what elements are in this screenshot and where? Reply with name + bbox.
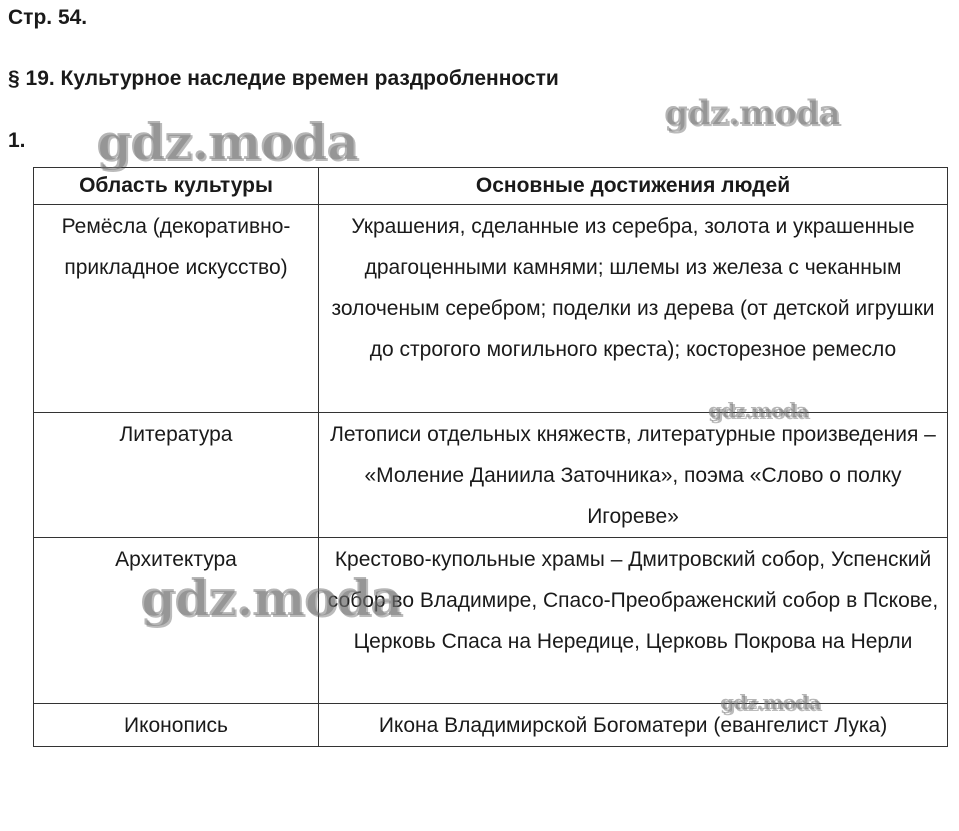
cell-achievements: Икона Владимирской Богоматери (евангелист Лука) xyxy=(319,704,948,747)
cell-area: Литература xyxy=(34,413,319,538)
table-row xyxy=(34,538,948,704)
table-header-row xyxy=(34,168,948,205)
table-row xyxy=(34,205,948,413)
cell-achievements: Украшения, сделанные из серебра, золота и украшенные драгоценными камнями; шлемы из железа с чеканным золоченым серебром; поделки из дерева (от детской игрушки до строгого могильного креста); косторезное ремесло xyxy=(319,205,948,413)
watermark: gdz.moda xyxy=(140,568,402,627)
section-title: § 19. Культурное наследие времен раздробленности xyxy=(8,67,559,90)
page-reference: Стр. 54. xyxy=(8,6,88,29)
cell-achievements: Крестово-купольные храмы – Дмитровский собор, Успенский собор во Владимире, Спасо-Преображенский собор в Пскове, Церковь Спаса на Нередице, Церковь Покрова на Нерли xyxy=(319,538,948,704)
watermark: gdz.moda xyxy=(664,93,840,133)
watermark: gdz.moda xyxy=(708,398,808,422)
cell-area: Ремёсла (декоративно-прикладное искусство) xyxy=(34,205,319,413)
cell-area: Иконопись xyxy=(34,704,319,747)
cell-area: Архитектура xyxy=(34,538,319,704)
table-row xyxy=(34,413,948,538)
table-row xyxy=(34,704,948,747)
watermark: gdz.moda xyxy=(96,112,358,171)
header-achievements: Основные достижения людей xyxy=(319,168,948,205)
task-number: 1. xyxy=(8,129,26,152)
culture-table xyxy=(33,167,948,747)
header-area: Область культуры xyxy=(34,168,319,205)
cell-achievements: Летописи отдельных княжеств, литературные произведения – «Моление Даниила Заточника», поэма «Слово о полку Игореве» xyxy=(319,413,948,538)
watermark: gdz.moda xyxy=(720,690,820,714)
